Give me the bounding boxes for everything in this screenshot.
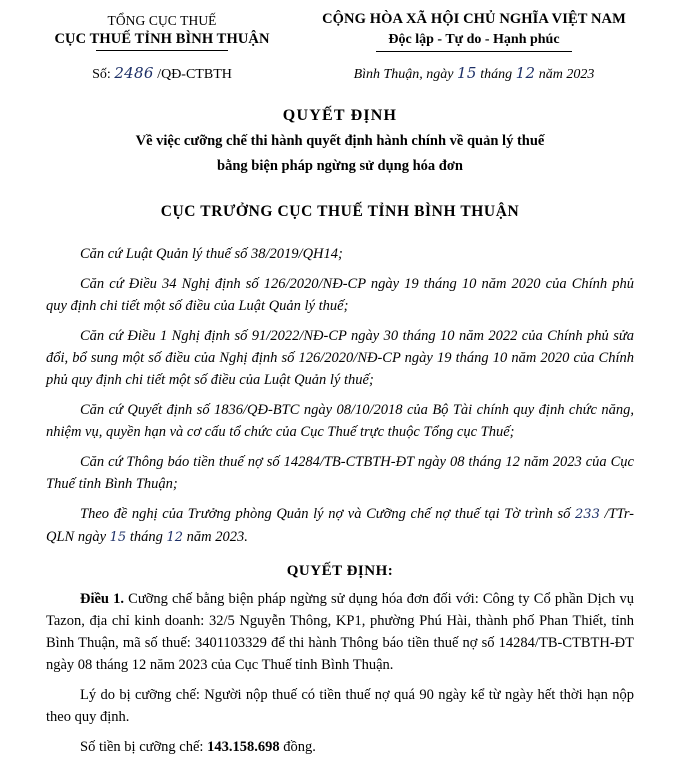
month-handwritten: 12 bbox=[515, 64, 536, 82]
proposal-month-handwritten: 12 bbox=[166, 530, 184, 545]
article-1 bbox=[46, 588, 634, 676]
issuing-authority-block bbox=[28, 10, 296, 52]
document-number-prefix: Số: bbox=[92, 67, 111, 82]
proposal-paragraph bbox=[46, 503, 634, 549]
document-subtitle-line2: bằng biện pháp ngừng sử dụng hóa đơn bbox=[217, 158, 463, 174]
authority-underline bbox=[96, 50, 228, 51]
motto-underline bbox=[376, 51, 572, 52]
document-title: QUYẾT ĐỊNH bbox=[282, 107, 398, 124]
enforcement-amount bbox=[46, 736, 634, 758]
national-heading-block bbox=[296, 10, 652, 52]
year-label: năm bbox=[538, 67, 563, 82]
proposal-day-handwritten: 15 bbox=[109, 530, 127, 545]
document-header bbox=[0, 0, 680, 52]
article-1-label: Điều 1. bbox=[80, 591, 125, 607]
basis-paragraph: Căn cứ Quyết định số 1836/QĐ-BTC ngày 08/10/2018 của Bộ Tài chính quy định chức năng, nhiệm vụ, quyền hạn và cơ cấu tổ chức của Cục Thuế trực thuộc Tổng cục Thuế; bbox=[46, 402, 634, 440]
title-block bbox=[0, 105, 680, 177]
national-motto: Độc lập - Tự do - Hạnh phúc bbox=[388, 32, 560, 47]
year-value: 2023 bbox=[566, 67, 595, 82]
article-1-text: Cưỡng chế bằng biện pháp ngừng sử dụng hóa đơn đối với: Công ty Cổ phần Dịch vụ Tazon, địa chỉ kinh doanh: 32/5 Nguyễn Thông, KP1, phường Phú Hài, thành phố Phan Thiết, tỉnh Bình Thuận, mã số thuế: 3401103329 để thi hành Thông báo tiền thuế nợ số 14284/TB-CTBTH-ĐT ngày 08 tháng 12 năm 2023 của Cục Thuế tỉnh Bình Thuận. bbox=[46, 591, 634, 673]
basis-paragraph: Căn cứ Điều 1 Nghị định số 91/2022/NĐ-CP ngày 30 tháng 10 năm 2022 của Chính phủ sửa đổi, bổ sung một số điều của Nghị định số 126/2020/NĐ-CP ngày 19 tháng 10 năm 2020 của Chính phủ quy định chi tiết một số điều của Luật Quản lý thuế; bbox=[46, 328, 634, 388]
basis-paragraph: Căn cứ Thông báo tiền thuế nợ số 14284/TB-CTBTH-ĐT ngày 08 tháng 12 năm 2023 của Cục Thuế tỉnh Bình Thuận; bbox=[46, 454, 634, 492]
proposal-text-mid: /TTr-QLN ngày bbox=[46, 506, 635, 545]
enforcement-reason: Lý do bị cưỡng chế: Người nộp thuế có tiền thuế nợ quá 90 ngày kể từ ngày hết thời hạn nộp theo quy định. bbox=[46, 687, 634, 725]
amount-label: Số tiền bị cưỡng chế: bbox=[80, 739, 208, 755]
proposal-text-before: Theo đề nghị của Trưởng phòng Quản lý nợ và Cưỡng chế nợ thuế tại Tờ trình số bbox=[80, 506, 571, 522]
issuer-title: CỤC TRƯỞNG CỤC THUẾ TỈNH BÌNH THUẬN bbox=[160, 203, 520, 220]
nation-name: CỘNG HÒA XÃ HỘI CHỦ NGHĨA VIỆT NAM bbox=[322, 11, 626, 27]
basis-paragraph: Căn cứ Điều 34 Nghị định số 126/2020/NĐ-CP ngày 19 tháng 10 năm 2020 của Chính phủ quy định chi tiết một số điều của Luật Quản lý thuế; bbox=[46, 276, 634, 314]
place-date-prefix: Bình Thuận, ngày bbox=[353, 67, 454, 82]
place-and-date-block bbox=[296, 64, 652, 83]
proposal-month-label: tháng bbox=[129, 529, 163, 545]
document-number-handwritten: 2486 bbox=[114, 64, 154, 82]
document-subtitle-line1: Về việc cưỡng chế thi hành quyết định hành chính về quản lý thuế bbox=[135, 133, 545, 149]
proposal-year-value: 2023. bbox=[215, 529, 248, 545]
document-number-suffix: /QĐ-CTBTH bbox=[157, 67, 232, 82]
amount-value: 143.158.698 bbox=[207, 739, 280, 755]
proposal-number-handwritten: 233 bbox=[575, 507, 600, 522]
day-handwritten: 15 bbox=[457, 64, 477, 82]
amount-unit: đồng. bbox=[279, 739, 316, 755]
document-body bbox=[0, 243, 680, 758]
number-and-date-line bbox=[0, 52, 680, 83]
parent-authority-name: TỔNG CỤC THUẾ bbox=[107, 13, 217, 28]
authority-name: CỤC THUẾ TỈNH BÌNH THUẬN bbox=[54, 31, 270, 47]
proposal-year-label: năm bbox=[186, 529, 212, 545]
decision-heading: QUYẾT ĐỊNH: bbox=[286, 563, 394, 579]
month-label: tháng bbox=[480, 67, 513, 82]
document-number-block bbox=[28, 64, 296, 83]
basis-paragraph: Căn cứ Luật Quản lý thuế số 38/2019/QH14; bbox=[80, 246, 343, 262]
